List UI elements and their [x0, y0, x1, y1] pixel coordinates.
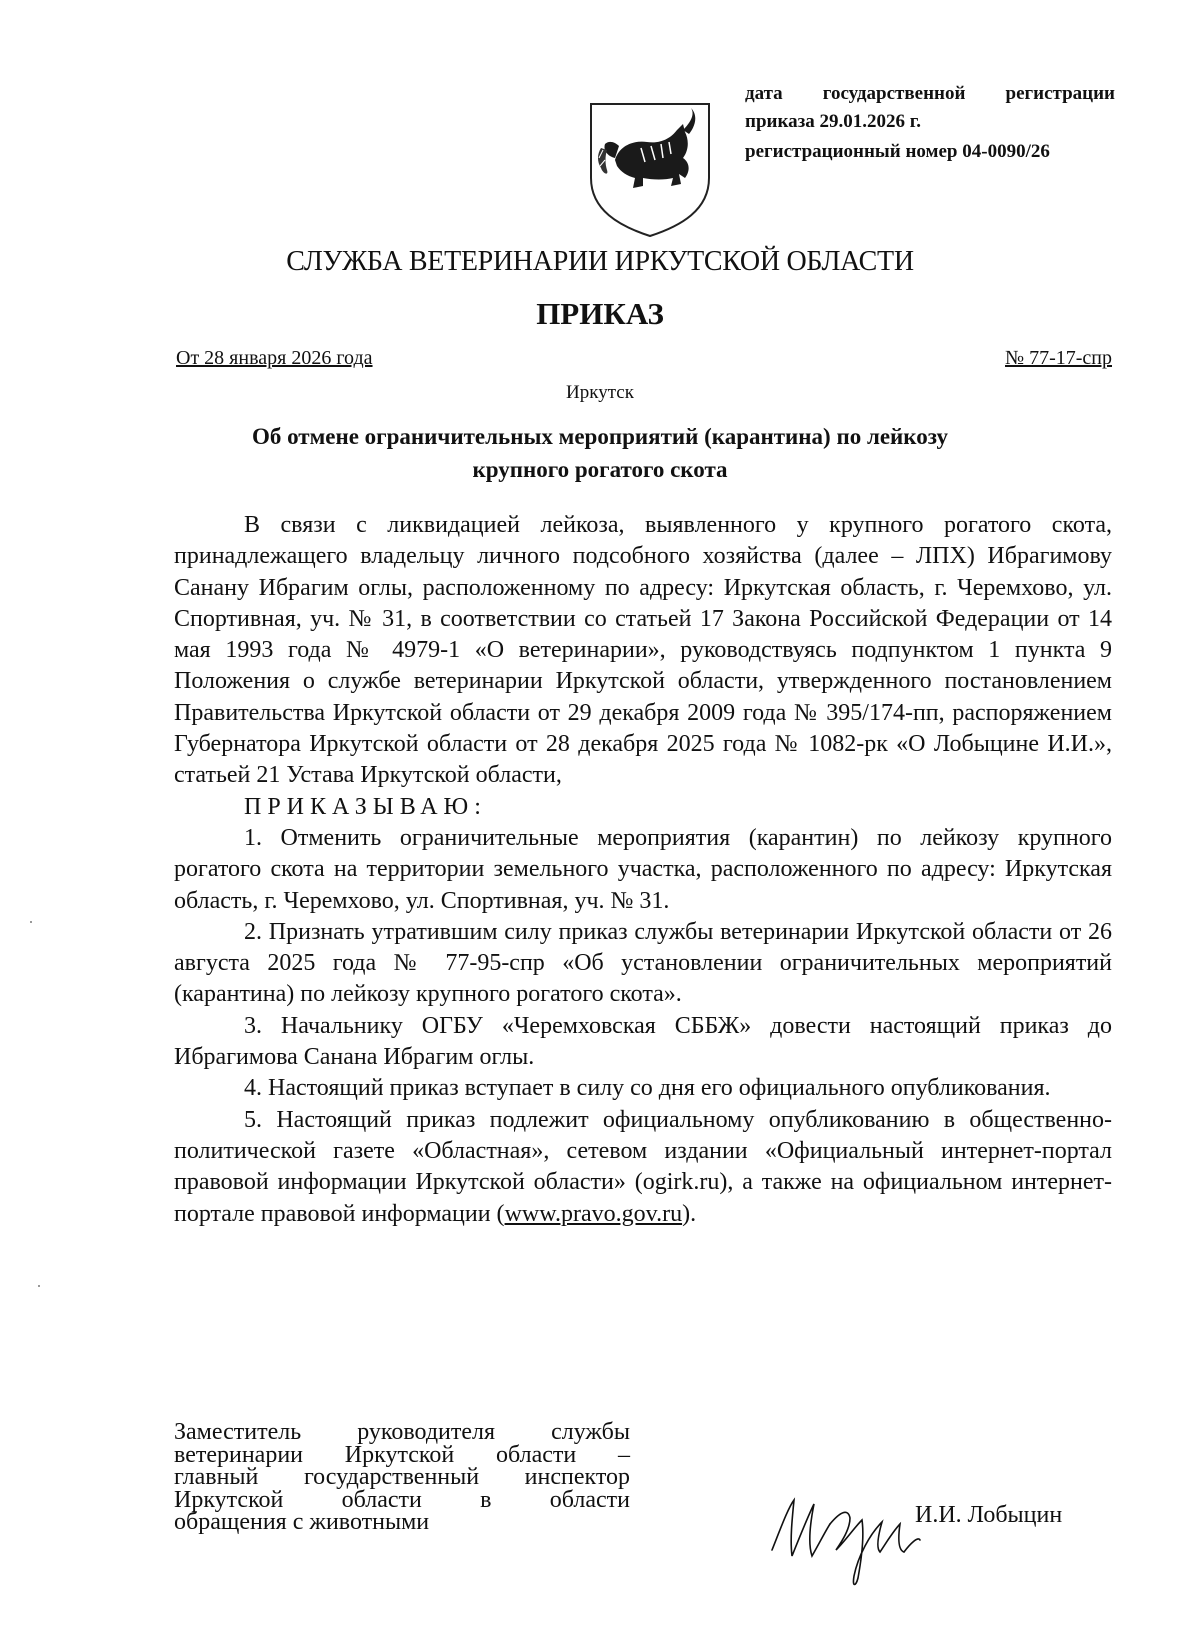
title-line-2: крупного рогатого скота [472, 457, 728, 482]
scan-speck [38, 1285, 40, 1287]
order-item-2: 2. Признать утратившим силу приказ службы ветеринарии Иркутской области от 26 августа 2025 года № 77-95-спр «Об установлении ограничительных мероприятий (карантина) по лейкозу крупного рогатого скота». [174, 918, 1112, 1008]
order-number: № 77-17-спр [1005, 347, 1112, 369]
registration-number: регистрационный номер 04-0090/26 [745, 141, 1050, 162]
pravo-gov-link[interactable]: www.pravo.gov.ru [504, 1200, 683, 1227]
order-item-5-end: ). [682, 1200, 697, 1227]
order-date: От 28 января 2026 года [176, 347, 373, 369]
coat-of-arms-icon [585, 100, 715, 240]
registration-date: дата государственной регистрации приказа 29.01.2026 г. [745, 83, 1115, 132]
preamble-paragraph: В связи с ликвидацией лейкоза, выявленного у крупного рогатого скота, принадлежащего владельцу личного подсобного хозяйства (далее – ЛПХ) Ибрагимову Санану Ибрагим оглы, расположенному по адресу: Иркутская область, г. Черемхово, ул. Спортивная, уч. № 31, в соответствии со статьей 17 Закона Российской Федерации от 14 мая 1993 года № 4979-1 «О ветеринарии», руководствуясь подпунктом 1 пункта 9 Положения о службе ветеринарии Иркутской области, утвержденного постановлением Правительства Иркутской области от 29 декабря 2009 года № 395/174-пп, распоряжением Губернатора Иркутской области от 28 декабря 2025 года № 1082-рк «О Лобыцине И.И.», статьей 21 Устава Иркутской области, [174, 512, 1112, 789]
order-item-5 [174, 1105, 1112, 1230]
signer-position-line-3: главный государственный инспектор [174, 1464, 630, 1490]
document-type: ПРИКАЗ [536, 296, 664, 331]
document-body [174, 510, 1112, 1230]
title-line-1: Об отмене ограничительных мероприятий (карантина) по лейкозу [251, 424, 949, 449]
order-item-4: 4. Настоящий приказ вступает в силу со дня его официального опубликования. [244, 1075, 1051, 1102]
scan-speck [30, 921, 32, 923]
order-word: ПРИКАЗЫВАЮ: [244, 793, 487, 820]
document-title [200, 420, 1000, 486]
agency-name: СЛУЖБА ВЕТЕРИНАРИИ ИРКУТСКОЙ ОБЛАСТИ [286, 246, 914, 277]
signer-position-line-5: обращения с животными [174, 1509, 430, 1535]
order-item-3: 3. Начальнику ОГБУ «Черемховская СББЖ» довести настоящий приказ до Ибрагимова Санана Ибрагим оглы. [174, 1012, 1112, 1071]
city: Иркутск [566, 382, 634, 403]
order-item-5-text: 5. Настоящий приказ подлежит официальному опубликованию в общественно-политической газете «Областная», сетевом издании «Официальный интернет-портал правовой информации Иркутской области» (ogirk.ru), а также на официальном интернет-портале правовой информации ( [174, 1106, 1112, 1227]
order-item-1: 1. Отменить ограничительные мероприятия (карантин) по лейкозу крупного рогатого скота на территории земельного участка, расположенного по адресу: Иркутская область, г. Черемхово, ул. Спортивная, уч. № 31. [174, 824, 1112, 914]
signer-position-line-4: Иркутской области в области [174, 1486, 630, 1513]
signer-name: И.И. Лобыцин [915, 1502, 1063, 1528]
signer-position-line-2: ветеринарии Иркутской области – [174, 1441, 630, 1468]
signer-position [174, 1421, 630, 1534]
signer-position-line-1: Заместитель руководителя службы [174, 1419, 630, 1445]
